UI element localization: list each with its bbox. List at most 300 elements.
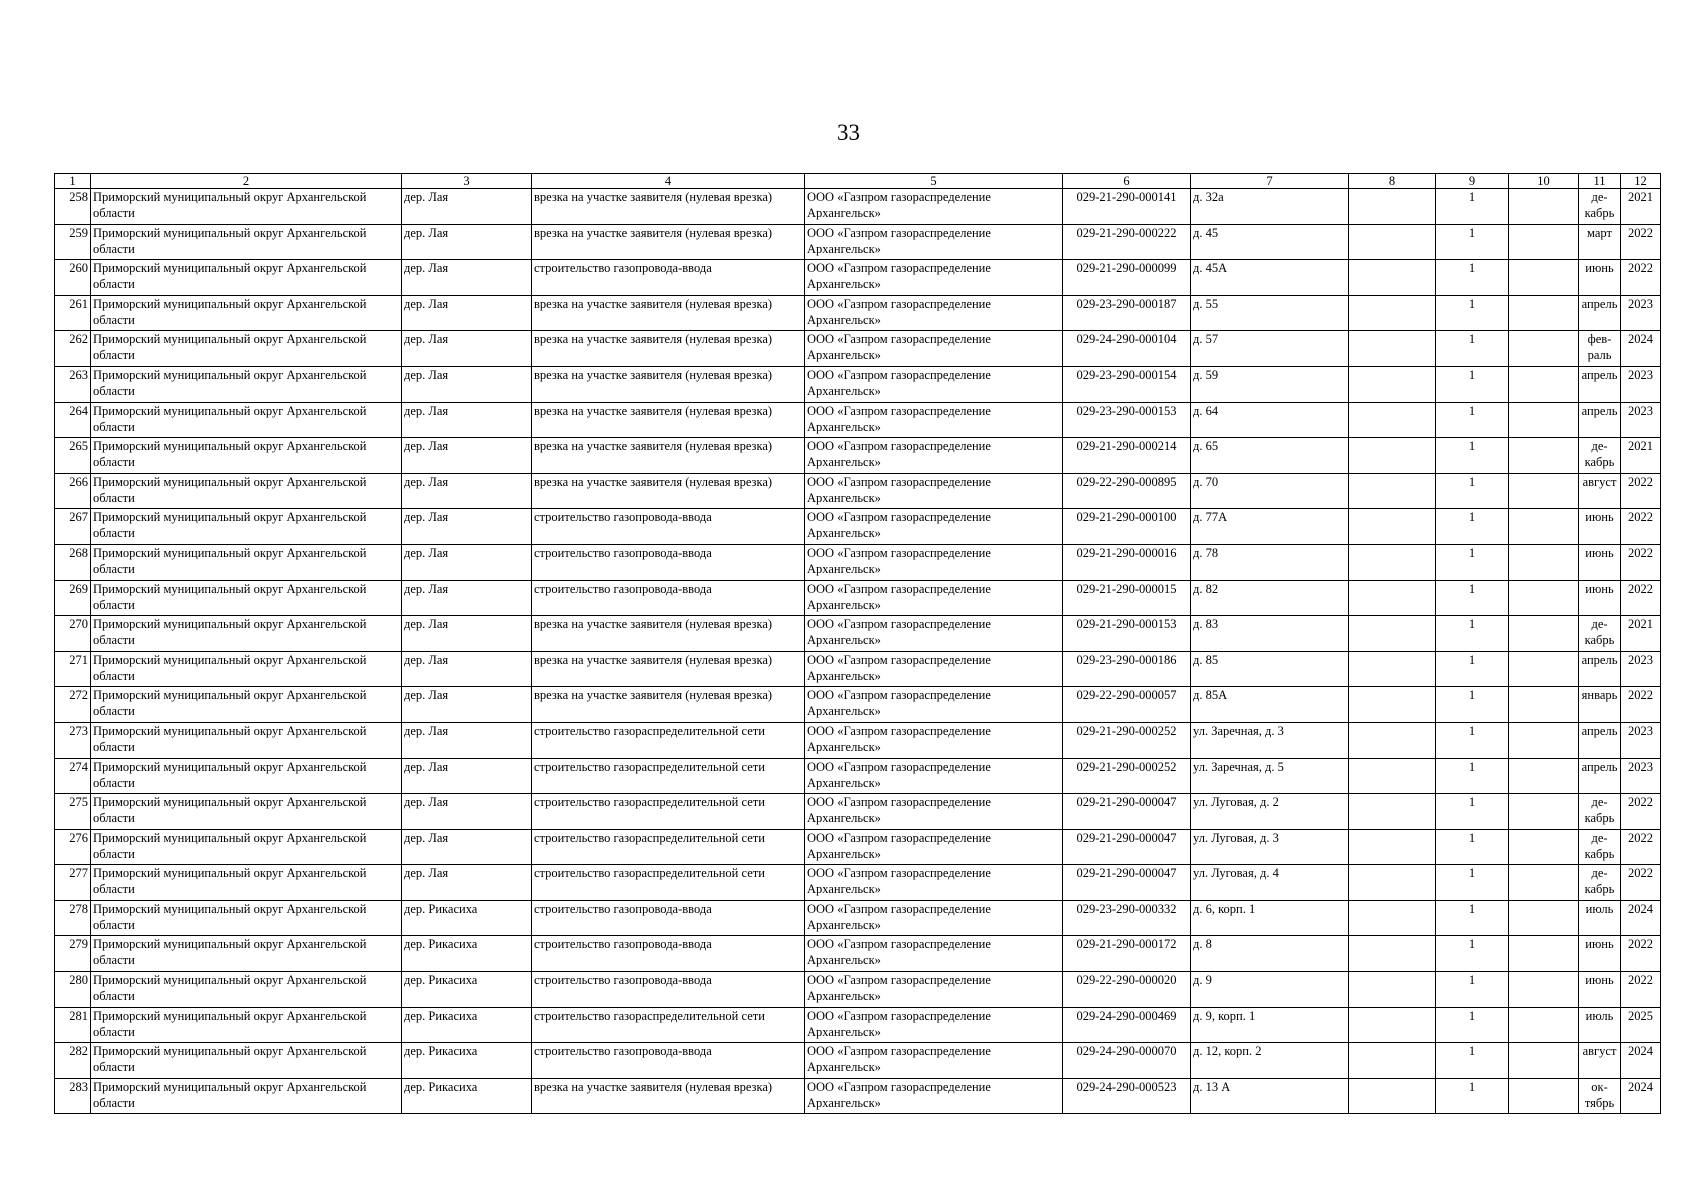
month-cell: де-кабрь (1579, 189, 1621, 225)
work-type-cell: строительство газораспределительной сети (532, 794, 805, 830)
count-cell: 1 (1436, 260, 1509, 296)
work-type-cell: строительство газопровода-ввода (532, 972, 805, 1008)
column-8-cell (1349, 366, 1436, 402)
district-cell: Приморский муниципальный округ Архангельской области (91, 509, 402, 545)
column-header-8: 8 (1349, 174, 1436, 189)
row-number-cell: 270 (55, 616, 91, 652)
object-code-cell: 029-23-290-000332 (1063, 900, 1191, 936)
column-header-3: 3 (402, 174, 532, 189)
column-10-cell (1509, 687, 1579, 723)
column-header-6: 6 (1063, 174, 1191, 189)
year-cell: 2021 (1621, 438, 1661, 474)
row-number-cell: 261 (55, 295, 91, 331)
address-cell: д. 65 (1191, 438, 1349, 474)
column-10-cell (1509, 1078, 1579, 1114)
column-8-cell (1349, 936, 1436, 972)
count-cell: 1 (1436, 331, 1509, 367)
district-cell: Приморский муниципальный округ Архангельской области (91, 224, 402, 260)
object-code-cell: 029-21-290-000214 (1063, 438, 1191, 474)
month-cell: январь (1579, 687, 1621, 723)
column-8-cell (1349, 224, 1436, 260)
object-code-cell: 029-24-290-000104 (1063, 331, 1191, 367)
organization-cell: ООО «Газпром газораспределение Архангельск» (805, 758, 1063, 794)
table-row (55, 402, 1661, 438)
address-cell: д. 8 (1191, 936, 1349, 972)
district-cell: Приморский муниципальный округ Архангельской области (91, 1007, 402, 1043)
organization-cell: ООО «Газпром газораспределение Архангельск» (805, 1007, 1063, 1043)
month-cell: июнь (1579, 580, 1621, 616)
column-10-cell (1509, 1043, 1579, 1079)
count-cell: 1 (1436, 1043, 1509, 1079)
column-10-cell (1509, 438, 1579, 474)
district-cell: Приморский муниципальный округ Архангельской области (91, 1043, 402, 1079)
column-8-cell (1349, 616, 1436, 652)
organization-cell: ООО «Газпром газораспределение Архангельск» (805, 794, 1063, 830)
column-number-row (55, 174, 1661, 189)
table-row (55, 1043, 1661, 1079)
object-code-cell: 029-23-290-000153 (1063, 402, 1191, 438)
address-cell: д. 6, корп. 1 (1191, 900, 1349, 936)
work-type-cell: строительство газопровода-ввода (532, 580, 805, 616)
column-8-cell (1349, 865, 1436, 901)
work-type-cell: строительство газопровода-ввода (532, 260, 805, 296)
month-cell: де-кабрь (1579, 829, 1621, 865)
address-cell: д. 85А (1191, 687, 1349, 723)
work-type-cell: врезка на участке заявителя (нулевая врезка) (532, 189, 805, 225)
year-cell: 2023 (1621, 651, 1661, 687)
address-cell: д. 57 (1191, 331, 1349, 367)
column-10-cell (1509, 366, 1579, 402)
object-code-cell: 029-23-290-000154 (1063, 366, 1191, 402)
table-row (55, 366, 1661, 402)
object-code-cell: 029-22-290-000020 (1063, 972, 1191, 1008)
year-cell: 2024 (1621, 900, 1661, 936)
column-10-cell (1509, 509, 1579, 545)
settlement-cell: дер. Лая (402, 331, 532, 367)
object-code-cell: 029-21-290-000047 (1063, 794, 1191, 830)
work-type-cell: врезка на участке заявителя (нулевая врезка) (532, 402, 805, 438)
work-type-cell: строительство газораспределительной сети (532, 829, 805, 865)
organization-cell: ООО «Газпром газораспределение Архангельск» (805, 616, 1063, 652)
year-cell: 2022 (1621, 687, 1661, 723)
address-cell: д. 78 (1191, 544, 1349, 580)
organization-cell: ООО «Газпром газораспределение Архангельск» (805, 366, 1063, 402)
year-cell: 2022 (1621, 794, 1661, 830)
row-number-cell: 264 (55, 402, 91, 438)
year-cell: 2022 (1621, 509, 1661, 545)
month-cell: де-кабрь (1579, 438, 1621, 474)
settlement-cell: дер. Рикасиха (402, 900, 532, 936)
object-code-cell: 029-21-290-000100 (1063, 509, 1191, 545)
address-cell: д. 64 (1191, 402, 1349, 438)
row-number-cell: 279 (55, 936, 91, 972)
column-header-5: 5 (805, 174, 1063, 189)
district-cell: Приморский муниципальный округ Архангельской области (91, 1078, 402, 1114)
year-cell: 2022 (1621, 544, 1661, 580)
settlement-cell: дер. Лая (402, 580, 532, 616)
count-cell: 1 (1436, 189, 1509, 225)
district-cell: Приморский муниципальный округ Архангельской области (91, 900, 402, 936)
row-number-cell: 280 (55, 972, 91, 1008)
organization-cell: ООО «Газпром газораспределение Архангельск» (805, 402, 1063, 438)
work-type-cell: строительство газопровода-ввода (532, 509, 805, 545)
table-row (55, 331, 1661, 367)
month-cell: июнь (1579, 972, 1621, 1008)
object-code-cell: 029-24-290-000469 (1063, 1007, 1191, 1043)
address-cell: ул. Заречная, д. 5 (1191, 758, 1349, 794)
column-header-1: 1 (55, 174, 91, 189)
district-cell: Приморский муниципальный округ Архангельской области (91, 366, 402, 402)
month-cell: апрель (1579, 651, 1621, 687)
table-row (55, 900, 1661, 936)
object-code-cell: 029-21-290-000015 (1063, 580, 1191, 616)
month-cell: июль (1579, 1007, 1621, 1043)
address-cell: ул. Заречная, д. 3 (1191, 722, 1349, 758)
column-8-cell (1349, 331, 1436, 367)
organization-cell: ООО «Газпром газораспределение Архангельск» (805, 473, 1063, 509)
count-cell: 1 (1436, 829, 1509, 865)
work-type-cell: врезка на участке заявителя (нулевая врезка) (532, 366, 805, 402)
table-row (55, 865, 1661, 901)
column-10-cell (1509, 260, 1579, 296)
count-cell: 1 (1436, 865, 1509, 901)
address-cell: д. 45А (1191, 260, 1349, 296)
month-cell: март (1579, 224, 1621, 260)
district-cell: Приморский муниципальный округ Архангельской области (91, 438, 402, 474)
column-10-cell (1509, 936, 1579, 972)
table-row (55, 189, 1661, 225)
table-body (55, 174, 1661, 1114)
settlement-cell: дер. Рикасиха (402, 972, 532, 1008)
address-cell: д. 12, корп. 2 (1191, 1043, 1349, 1079)
year-cell: 2022 (1621, 865, 1661, 901)
column-10-cell (1509, 473, 1579, 509)
work-type-cell: врезка на участке заявителя (нулевая врезка) (532, 616, 805, 652)
table-row (55, 260, 1661, 296)
table-row (55, 295, 1661, 331)
settlement-cell: дер. Рикасиха (402, 1007, 532, 1043)
column-10-cell (1509, 722, 1579, 758)
district-cell: Приморский муниципальный округ Архангельской области (91, 402, 402, 438)
table-row (55, 616, 1661, 652)
settlement-cell: дер. Лая (402, 260, 532, 296)
row-number-cell: 283 (55, 1078, 91, 1114)
row-number-cell: 273 (55, 722, 91, 758)
work-type-cell: строительство газопровода-ввода (532, 1043, 805, 1079)
table-row (55, 936, 1661, 972)
object-code-cell: 029-21-290-000016 (1063, 544, 1191, 580)
work-type-cell: строительство газопровода-ввода (532, 936, 805, 972)
year-cell: 2024 (1621, 331, 1661, 367)
district-cell: Приморский муниципальный округ Архангельской области (91, 687, 402, 723)
settlement-cell: дер. Лая (402, 509, 532, 545)
row-number-cell: 258 (55, 189, 91, 225)
row-number-cell: 269 (55, 580, 91, 616)
column-10-cell (1509, 402, 1579, 438)
column-8-cell (1349, 544, 1436, 580)
work-type-cell: строительство газораспределительной сети (532, 722, 805, 758)
object-code-cell: 029-21-290-000047 (1063, 829, 1191, 865)
address-cell: д. 9 (1191, 972, 1349, 1008)
district-cell: Приморский муниципальный округ Архангельской области (91, 651, 402, 687)
settlement-cell: дер. Лая (402, 366, 532, 402)
year-cell: 2022 (1621, 473, 1661, 509)
column-8-cell (1349, 722, 1436, 758)
settlement-cell: дер. Лая (402, 402, 532, 438)
year-cell: 2023 (1621, 295, 1661, 331)
count-cell: 1 (1436, 402, 1509, 438)
count-cell: 1 (1436, 900, 1509, 936)
count-cell: 1 (1436, 473, 1509, 509)
count-cell: 1 (1436, 224, 1509, 260)
column-10-cell (1509, 295, 1579, 331)
year-cell: 2022 (1621, 829, 1661, 865)
column-8-cell (1349, 794, 1436, 830)
organization-cell: ООО «Газпром газораспределение Архангельск» (805, 936, 1063, 972)
object-code-cell: 029-21-290-000252 (1063, 722, 1191, 758)
address-cell: д. 70 (1191, 473, 1349, 509)
object-code-cell: 029-21-290-000141 (1063, 189, 1191, 225)
organization-cell: ООО «Газпром газораспределение Архангельск» (805, 295, 1063, 331)
district-cell: Приморский муниципальный округ Архангельской области (91, 473, 402, 509)
column-8-cell (1349, 260, 1436, 296)
organization-cell: ООО «Газпром газораспределение Архангельск» (805, 1043, 1063, 1079)
month-cell: апрель (1579, 402, 1621, 438)
month-cell: июнь (1579, 936, 1621, 972)
month-cell: июнь (1579, 544, 1621, 580)
organization-cell: ООО «Газпром газораспределение Архангельск» (805, 972, 1063, 1008)
year-cell: 2021 (1621, 189, 1661, 225)
column-10-cell (1509, 1007, 1579, 1043)
district-cell: Приморский муниципальный округ Архангельской области (91, 972, 402, 1008)
work-type-cell: строительство газопровода-ввода (532, 900, 805, 936)
work-type-cell: врезка на участке заявителя (нулевая врезка) (532, 1078, 805, 1114)
organization-cell: ООО «Газпром газораспределение Архангельск» (805, 580, 1063, 616)
column-8-cell (1349, 473, 1436, 509)
column-8-cell (1349, 900, 1436, 936)
settlement-cell: дер. Лая (402, 224, 532, 260)
settlement-cell: дер. Лая (402, 189, 532, 225)
table-row (55, 1078, 1661, 1114)
settlement-cell: дер. Лая (402, 722, 532, 758)
organization-cell: ООО «Газпром газораспределение Архангельск» (805, 900, 1063, 936)
year-cell: 2023 (1621, 402, 1661, 438)
column-header-9: 9 (1436, 174, 1509, 189)
table-row (55, 651, 1661, 687)
column-10-cell (1509, 580, 1579, 616)
column-10-cell (1509, 829, 1579, 865)
count-cell: 1 (1436, 295, 1509, 331)
month-cell: де-кабрь (1579, 865, 1621, 901)
column-header-2: 2 (91, 174, 402, 189)
month-cell: август (1579, 1043, 1621, 1079)
count-cell: 1 (1436, 758, 1509, 794)
column-8-cell (1349, 758, 1436, 794)
settlement-cell: дер. Лая (402, 544, 532, 580)
row-number-cell: 277 (55, 865, 91, 901)
month-cell: фев-раль (1579, 331, 1621, 367)
month-cell: апрель (1579, 722, 1621, 758)
row-number-cell: 271 (55, 651, 91, 687)
address-cell: д. 59 (1191, 366, 1349, 402)
work-type-cell: строительство газораспределительной сети (532, 758, 805, 794)
row-number-cell: 272 (55, 687, 91, 723)
column-8-cell (1349, 651, 1436, 687)
object-code-cell: 029-21-290-000047 (1063, 865, 1191, 901)
month-cell: июнь (1579, 260, 1621, 296)
address-cell: д. 83 (1191, 616, 1349, 652)
table-row (55, 794, 1661, 830)
row-number-cell: 259 (55, 224, 91, 260)
month-cell: июль (1579, 900, 1621, 936)
column-8-cell (1349, 402, 1436, 438)
column-10-cell (1509, 616, 1579, 652)
count-cell: 1 (1436, 722, 1509, 758)
row-number-cell: 274 (55, 758, 91, 794)
organization-cell: ООО «Газпром газораспределение Архангельск» (805, 438, 1063, 474)
table-row (55, 972, 1661, 1008)
count-cell: 1 (1436, 972, 1509, 1008)
table-row (55, 438, 1661, 474)
column-10-cell (1509, 651, 1579, 687)
month-cell: де-кабрь (1579, 794, 1621, 830)
row-number-cell: 278 (55, 900, 91, 936)
year-cell: 2025 (1621, 1007, 1661, 1043)
organization-cell: ООО «Газпром газораспределение Архангельск» (805, 829, 1063, 865)
column-10-cell (1509, 758, 1579, 794)
table-row (55, 544, 1661, 580)
column-8-cell (1349, 295, 1436, 331)
year-cell: 2022 (1621, 972, 1661, 1008)
district-cell: Приморский муниципальный округ Архангельской области (91, 189, 402, 225)
year-cell: 2022 (1621, 260, 1661, 296)
address-cell: ул. Луговая, д. 2 (1191, 794, 1349, 830)
column-8-cell (1349, 438, 1436, 474)
month-cell: июнь (1579, 509, 1621, 545)
object-code-cell: 029-21-290-000099 (1063, 260, 1191, 296)
address-cell: д. 45 (1191, 224, 1349, 260)
column-header-11: 11 (1579, 174, 1621, 189)
table-row (55, 509, 1661, 545)
count-cell: 1 (1436, 509, 1509, 545)
count-cell: 1 (1436, 616, 1509, 652)
district-cell: Приморский муниципальный округ Архангельской области (91, 794, 402, 830)
table-row (55, 224, 1661, 260)
organization-cell: ООО «Газпром газораспределение Архангельск» (805, 331, 1063, 367)
table-row (55, 580, 1661, 616)
row-number-cell: 281 (55, 1007, 91, 1043)
column-10-cell (1509, 189, 1579, 225)
column-8-cell (1349, 1007, 1436, 1043)
year-cell: 2021 (1621, 616, 1661, 652)
year-cell: 2023 (1621, 758, 1661, 794)
work-type-cell: строительство газораспределительной сети (532, 1007, 805, 1043)
work-type-cell: строительство газораспределительной сети (532, 865, 805, 901)
month-cell: де-кабрь (1579, 616, 1621, 652)
object-code-cell: 029-22-290-000895 (1063, 473, 1191, 509)
column-10-cell (1509, 865, 1579, 901)
column-8-cell (1349, 509, 1436, 545)
settlement-cell: дер. Лая (402, 829, 532, 865)
object-code-cell: 029-23-290-000187 (1063, 295, 1191, 331)
column-header-4: 4 (532, 174, 805, 189)
count-cell: 1 (1436, 936, 1509, 972)
district-cell: Приморский муниципальный округ Архангельской области (91, 758, 402, 794)
row-number-cell: 260 (55, 260, 91, 296)
settlement-cell: дер. Лая (402, 794, 532, 830)
row-number-cell: 276 (55, 829, 91, 865)
count-cell: 1 (1436, 1078, 1509, 1114)
column-header-10: 10 (1509, 174, 1579, 189)
row-number-cell: 275 (55, 794, 91, 830)
address-cell: д. 9, корп. 1 (1191, 1007, 1349, 1043)
year-cell: 2022 (1621, 224, 1661, 260)
column-8-cell (1349, 687, 1436, 723)
organization-cell: ООО «Газпром газораспределение Архангельск» (805, 509, 1063, 545)
month-cell: апрель (1579, 295, 1621, 331)
column-header-12: 12 (1621, 174, 1661, 189)
count-cell: 1 (1436, 687, 1509, 723)
organization-cell: ООО «Газпром газораспределение Архангельск» (805, 1078, 1063, 1114)
count-cell: 1 (1436, 651, 1509, 687)
organization-cell: ООО «Газпром газораспределение Архангельск» (805, 651, 1063, 687)
column-10-cell (1509, 794, 1579, 830)
object-code-cell: 029-24-290-000070 (1063, 1043, 1191, 1079)
year-cell: 2023 (1621, 366, 1661, 402)
work-type-cell: врезка на участке заявителя (нулевая врезка) (532, 295, 805, 331)
settlement-cell: дер. Лая (402, 687, 532, 723)
address-cell: д. 55 (1191, 295, 1349, 331)
year-cell: 2024 (1621, 1078, 1661, 1114)
count-cell: 1 (1436, 544, 1509, 580)
month-cell: апрель (1579, 366, 1621, 402)
column-10-cell (1509, 331, 1579, 367)
work-type-cell: врезка на участке заявителя (нулевая врезка) (532, 438, 805, 474)
organization-cell: ООО «Газпром газораспределение Архангельск» (805, 687, 1063, 723)
column-8-cell (1349, 829, 1436, 865)
object-code-cell: 029-21-290-000222 (1063, 224, 1191, 260)
address-cell: д. 32а (1191, 189, 1349, 225)
settlement-cell: дер. Рикасиха (402, 1078, 532, 1114)
object-code-cell: 029-23-290-000186 (1063, 651, 1191, 687)
table-row (55, 687, 1661, 723)
column-header-7: 7 (1191, 174, 1349, 189)
address-cell: д. 85 (1191, 651, 1349, 687)
table-row (55, 829, 1661, 865)
column-10-cell (1509, 224, 1579, 260)
organization-cell: ООО «Газпром газораспределение Архангельск» (805, 722, 1063, 758)
count-cell: 1 (1436, 580, 1509, 616)
object-code-cell: 029-24-290-000523 (1063, 1078, 1191, 1114)
work-type-cell: строительство газопровода-ввода (532, 544, 805, 580)
year-cell: 2023 (1621, 722, 1661, 758)
count-cell: 1 (1436, 1007, 1509, 1043)
column-8-cell (1349, 189, 1436, 225)
column-8-cell (1349, 1078, 1436, 1114)
district-cell: Приморский муниципальный округ Архангельской области (91, 936, 402, 972)
register-table (54, 173, 1661, 1114)
table-row (55, 758, 1661, 794)
work-type-cell: врезка на участке заявителя (нулевая врезка) (532, 651, 805, 687)
district-cell: Приморский муниципальный округ Архангельской области (91, 865, 402, 901)
column-8-cell (1349, 972, 1436, 1008)
work-type-cell: врезка на участке заявителя (нулевая врезка) (532, 331, 805, 367)
district-cell: Приморский муниципальный округ Архангельской области (91, 616, 402, 652)
settlement-cell: дер. Лая (402, 473, 532, 509)
address-cell: д. 13 А (1191, 1078, 1349, 1114)
page-number: 33 (837, 120, 860, 145)
address-cell: д. 82 (1191, 580, 1349, 616)
